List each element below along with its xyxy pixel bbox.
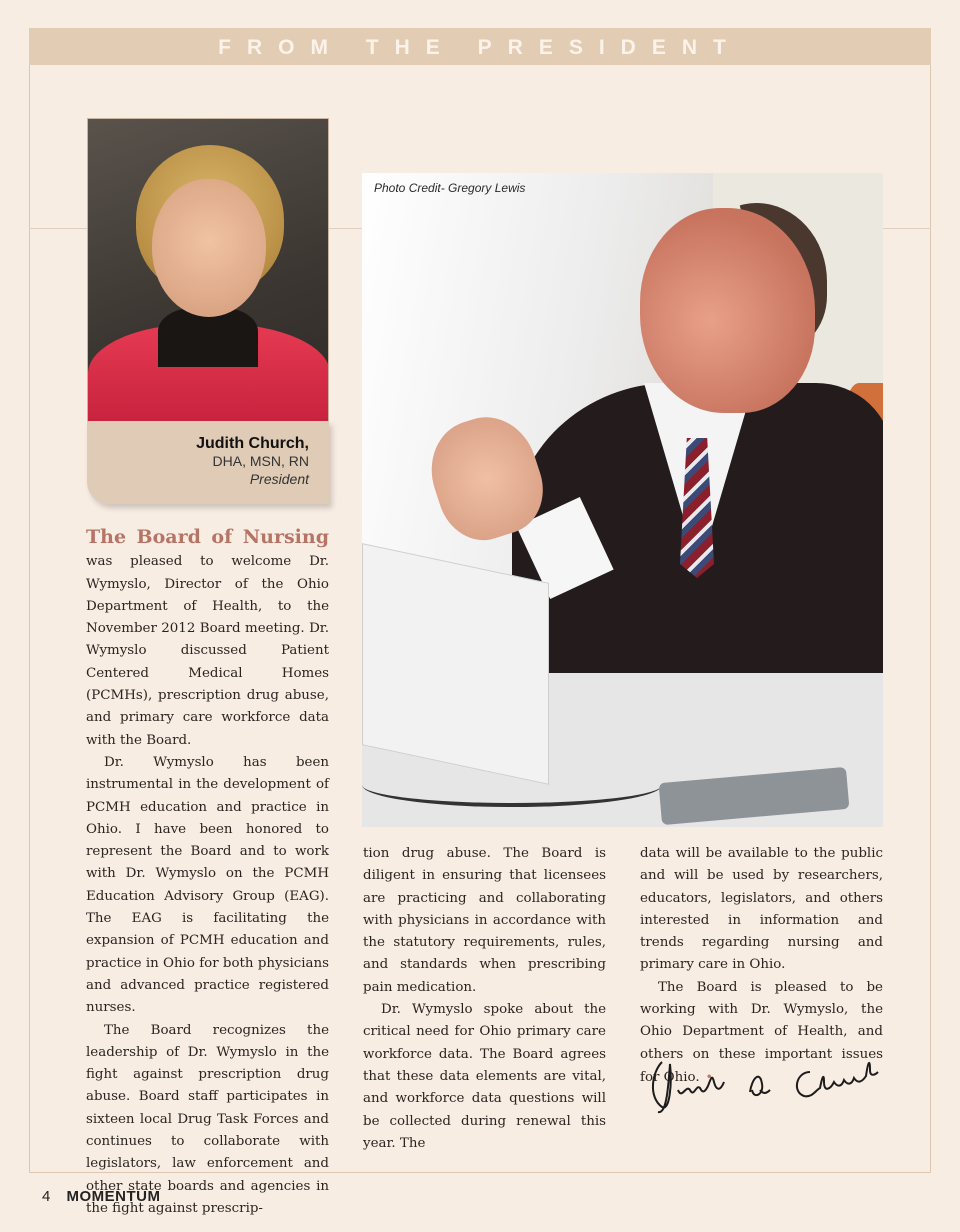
end-mark-icon: • xyxy=(705,1069,713,1084)
article-paragraph: The Board recognizes the leadership of Dr. Wymyslo in the fight against prescription drug abuse. Board staff participates in sixteen local Drug Task Forces and continues to collaborate with legislators, law enforcement and other state boards and agencies in the fight against prescrip- xyxy=(86,1022,329,1216)
article-paragraph: Dr. Wymyslo has been instrumental in the development of PCMH education and practice in Ohio. I have been honored to represent the Board and to work with Dr. Wymyslo on the PCMH Education Advisory Group (EAG). The EAG is facilitating the expansion of PCMH education and practice in Ohio for both physicians and advanced practice registered nurses. xyxy=(86,754,329,1016)
magazine-name: MOMENTUM xyxy=(66,1188,161,1205)
article-column-1 xyxy=(86,526,329,1220)
article-lead: The Board of Nursing xyxy=(86,526,329,548)
article-column-2 xyxy=(363,843,606,1155)
president-signature xyxy=(640,1052,890,1122)
article-paragraph: tion drug abuse. The Board is diligent in ensuring that licensees are practicing and collaborating with physicians in accordance with the statutory requirements, rules, and standards when prescribing pain medication. xyxy=(363,846,606,995)
photo-credit: Photo Credit- Gregory Lewis xyxy=(374,181,526,195)
divider-mid xyxy=(329,228,362,229)
meeting-photo xyxy=(362,173,883,827)
portrait-caption xyxy=(87,421,329,504)
divider-right xyxy=(883,228,931,229)
president-role: President xyxy=(249,471,309,487)
article-paragraph: The Board of Nursing was pleased to welcome Dr. Wymyslo, Director of the Ohio Department of Health, to the November 2012 Board meeting. Dr. Wymyslo discussed Patient Centered Medical Homes (PCMHs), prescription drug abuse, and primary care workforce data with the Board. xyxy=(86,526,329,748)
page-number: 4 xyxy=(42,1188,51,1205)
president-name: Judith Church, xyxy=(196,435,309,452)
article-paragraph: Dr. Wymyslo spoke about the critical need for Ohio primary care workforce data. The Board agrees that these data elements are vital, and workforce data questions will be collected during renewal this year. The xyxy=(363,1002,606,1151)
page-footer xyxy=(42,1188,161,1205)
president-credentials: DHA, MSN, RN xyxy=(212,453,309,469)
article-paragraph: The Board is pleased to be working with Dr. Wymyslo, the Ohio Department of Health, and others on these important issues for Ohio. • xyxy=(640,979,883,1085)
divider-left xyxy=(29,228,87,229)
president-portrait xyxy=(87,118,329,422)
article-paragraph: data will be available to the public and will be used by researchers, educators, legislators, and others interested in information and trends regarding nursing and primary care in Ohio. xyxy=(640,846,883,973)
section-banner: FROM THE PRESIDENT xyxy=(29,28,931,65)
